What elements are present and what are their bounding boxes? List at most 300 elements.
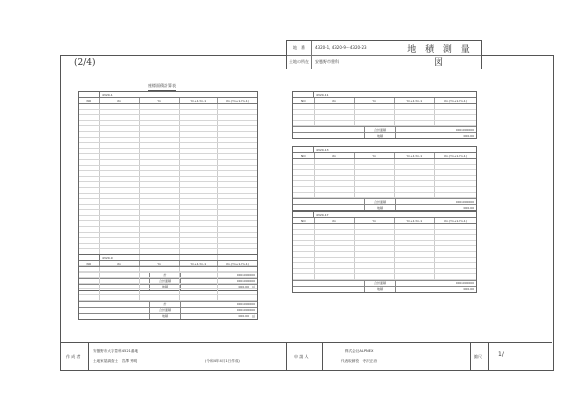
table-cell (218, 166, 257, 171)
table-cell (180, 194, 218, 199)
total-value: 000.000000 (455, 199, 474, 204)
table-cell (395, 269, 435, 274)
total-value: 000.000000 (236, 308, 255, 313)
total-label: 地積 (149, 314, 181, 319)
page-number: (2/4) (74, 58, 96, 68)
table-cell (435, 176, 476, 181)
table-cell (218, 295, 257, 300)
table-cell (218, 154, 257, 159)
table-cell (79, 210, 100, 215)
total-label: 地積 (364, 133, 396, 138)
table-cell (293, 263, 315, 268)
table-cell (180, 121, 218, 126)
table-cell (435, 252, 476, 257)
table-cell (100, 199, 140, 204)
table-cell (79, 199, 100, 204)
table-cell (355, 252, 395, 257)
table-cell (395, 176, 435, 181)
column-header: NO (79, 98, 100, 103)
table-cell (140, 216, 180, 221)
table-cell (315, 176, 355, 181)
table-cell (79, 177, 100, 182)
table-cell (355, 121, 395, 126)
table-cell (100, 216, 140, 221)
column-header: Yn+1-Yn-1 (395, 98, 435, 103)
table-cell (218, 278, 257, 283)
table-cell (180, 227, 218, 232)
table-cell (355, 258, 395, 263)
table-cell (355, 246, 395, 251)
table-cell (100, 126, 140, 131)
table-cell (180, 171, 218, 176)
table-cell (355, 165, 395, 170)
table-caption: 座標面積計算表 (148, 83, 176, 91)
table-cell (79, 121, 100, 126)
table-cell (218, 121, 257, 126)
table-cell (180, 132, 218, 137)
total-value: 000.000000 (236, 279, 255, 284)
table-cell (435, 110, 476, 115)
column-header: NO (293, 153, 315, 158)
table-cell (218, 227, 257, 232)
table-cell (293, 224, 315, 229)
table-cell (100, 295, 140, 300)
table-cell (315, 230, 355, 235)
table-cell (395, 104, 435, 109)
column-header: Yn+1-Yn-1 (180, 98, 218, 103)
table-cell (180, 188, 218, 193)
table-cell (100, 121, 140, 126)
column-header: Yn (355, 98, 395, 103)
table-cell (395, 193, 435, 198)
table-cell (315, 104, 355, 109)
table-cell (100, 166, 140, 171)
total-label: 合計面積 (149, 279, 181, 284)
table-cell (218, 143, 257, 148)
table-cell (180, 278, 218, 283)
table-cell (180, 289, 218, 294)
table-cell (180, 244, 218, 249)
table-cell (315, 193, 355, 198)
table-cell (100, 149, 140, 154)
table-cell (140, 194, 180, 199)
table-cell (79, 284, 100, 289)
table-cell (435, 159, 476, 164)
applicant-representative: 代表取締役 寺沢正治 (341, 359, 377, 363)
table-cell (218, 110, 257, 115)
table-cell (435, 104, 476, 109)
area-table (292, 146, 477, 211)
table-lot-number: 4320-11 (316, 92, 329, 97)
table-cell (100, 104, 140, 109)
column-header: NO (293, 98, 315, 103)
table-cell (140, 273, 180, 278)
table-cell (140, 171, 180, 176)
table-cell (79, 221, 100, 226)
table-cell (218, 188, 257, 193)
table-cell (395, 241, 435, 246)
table-cell (140, 205, 180, 210)
table-cell (100, 110, 140, 115)
table-cell (315, 269, 355, 274)
total-value: 000.00 ㎡ (238, 314, 255, 319)
table-cell (180, 238, 218, 243)
table-cell (293, 246, 315, 251)
table-cell (140, 126, 180, 131)
total-label: 計 (149, 302, 181, 307)
table-cell (293, 235, 315, 240)
total-value: 000.000000 (455, 127, 474, 132)
table-cell (355, 193, 395, 198)
table-cell (293, 176, 315, 181)
table-cell (355, 224, 395, 229)
total-label: 合計面積 (364, 281, 396, 286)
table-cell (100, 289, 140, 294)
table-cell (140, 132, 180, 137)
table-cell (100, 227, 140, 232)
table-cell (100, 194, 140, 199)
table-cell (355, 241, 395, 246)
table-cell (293, 181, 315, 186)
table-cell (180, 115, 218, 120)
table-cell (395, 187, 435, 192)
table-cell (100, 278, 140, 283)
table-cell (180, 216, 218, 221)
table-cell (315, 263, 355, 268)
table-lot-number: 4320-9 (102, 255, 113, 260)
table-cell (355, 235, 395, 240)
table-cell (315, 187, 355, 192)
table-cell (435, 121, 476, 126)
total-value: 000.00 ㎡ (238, 285, 255, 290)
table-cell (180, 143, 218, 148)
table-cell (100, 138, 140, 143)
table-cell (79, 182, 100, 187)
table-cell (79, 154, 100, 159)
column-header: Xn (315, 218, 355, 223)
table-cell (435, 241, 476, 246)
table-cell (180, 182, 218, 187)
area-table (292, 91, 477, 139)
table-cell (355, 181, 395, 186)
total-row (293, 286, 476, 292)
total-row (293, 198, 476, 204)
table-cell (355, 187, 395, 192)
table-cell (79, 126, 100, 131)
table-cell (140, 221, 180, 226)
table-cell (218, 238, 257, 243)
table-cell (79, 143, 100, 148)
total-label: 合計面積 (149, 308, 181, 313)
table-cell (100, 115, 140, 120)
table-cell (100, 171, 140, 176)
table-cell (79, 289, 100, 294)
applicant-company: 株式会社ALPNEX (345, 349, 374, 353)
table-cell (100, 221, 140, 226)
total-row (293, 126, 476, 132)
table-cell (140, 149, 180, 154)
table-cell (435, 235, 476, 240)
column-header: NO (79, 261, 100, 266)
table-cell (79, 238, 100, 243)
table-cell (180, 233, 218, 238)
table-cell (140, 110, 180, 115)
table-cell (100, 177, 140, 182)
total-row (293, 280, 476, 286)
table-cell (435, 193, 476, 198)
column-header: Xn·(Yn+1-Yn-1) (225, 98, 249, 103)
table-cell (218, 104, 257, 109)
table-cell (79, 194, 100, 199)
table-cell (100, 160, 140, 165)
table-cell (218, 182, 257, 187)
table-cell (293, 121, 315, 126)
table-cell (180, 154, 218, 159)
total-row (79, 307, 257, 313)
table-lot-number: 4320-17 (316, 212, 329, 217)
column-header: Yn (140, 261, 180, 266)
table-cell (140, 244, 180, 249)
table-cell (395, 181, 435, 186)
table-cell (100, 205, 140, 210)
table-cell (140, 138, 180, 143)
creator-name: 土地家屋調査士 宮澤 秀明 (93, 359, 138, 363)
table-cell (79, 244, 100, 249)
total-label: 地積 (364, 287, 396, 292)
table-cell (293, 258, 315, 263)
table-cell (180, 126, 218, 131)
table-cell (315, 181, 355, 186)
scale-label: 縮尺 (474, 353, 482, 359)
table-cell (315, 274, 355, 279)
table-cell (293, 241, 315, 246)
table-cell (79, 171, 100, 176)
table-cell (355, 230, 395, 235)
total-label: 地積 (364, 205, 396, 210)
location-label: 土地の所在 (287, 55, 312, 69)
table-cell (79, 227, 100, 232)
table-cell (79, 267, 100, 272)
column-header: Xn (315, 153, 355, 158)
table-cell (315, 159, 355, 164)
table-cell (180, 110, 218, 115)
table-cell (435, 274, 476, 279)
table-cell (100, 233, 140, 238)
table-cell (100, 244, 140, 249)
table-cell (180, 149, 218, 154)
table-cell (435, 181, 476, 186)
table-cell (79, 166, 100, 171)
table-cell (79, 295, 100, 300)
table-cell (79, 110, 100, 115)
table-cell (293, 104, 315, 109)
table-cell (100, 273, 140, 278)
total-row (79, 313, 257, 319)
total-row (293, 132, 476, 138)
column-header: Xn (100, 98, 140, 103)
table-cell (140, 238, 180, 243)
table-cell (180, 104, 218, 109)
table-cell (218, 194, 257, 199)
table-cell (79, 188, 100, 193)
table-cell (315, 235, 355, 240)
table-cell (218, 126, 257, 131)
table-cell (100, 267, 140, 272)
table-cell (180, 166, 218, 171)
table-cell (395, 165, 435, 170)
table-cell (140, 227, 180, 232)
table-cell (435, 230, 476, 235)
table-cell (315, 258, 355, 263)
table-cell (395, 170, 435, 175)
total-value: 000.00 (463, 205, 474, 210)
creator-address: 安曇野市大字豊科4521番地 (93, 349, 139, 353)
table-cell (435, 115, 476, 120)
table-cell (435, 170, 476, 175)
column-header: Yn+1-Yn-1 (180, 261, 218, 266)
table-cell (180, 177, 218, 182)
table-cell (180, 221, 218, 226)
total-value: 000.00 (463, 287, 474, 292)
table-cell (395, 121, 435, 126)
table-cell (218, 138, 257, 143)
table-cell (315, 110, 355, 115)
table-cell (218, 289, 257, 294)
table-cell (79, 233, 100, 238)
total-value: 000.000000 (455, 281, 474, 286)
table-cell (293, 165, 315, 170)
table-cell (395, 246, 435, 251)
table-cell (140, 166, 180, 171)
table-cell (140, 143, 180, 148)
table-cell (218, 160, 257, 165)
table-cell (315, 246, 355, 251)
column-header: Xn·(Yn+1-Yn-1) (444, 98, 467, 103)
table-cell (395, 230, 435, 235)
table-cell (79, 115, 100, 120)
table-cell (140, 199, 180, 204)
table-cell (218, 267, 257, 272)
total-label: 地積 (149, 285, 181, 290)
table-cell (218, 221, 257, 226)
table-cell (140, 278, 180, 283)
table-cell (315, 165, 355, 170)
area-table (78, 254, 258, 320)
table-cell (355, 176, 395, 181)
total-row (293, 204, 476, 210)
total-label: 合計面積 (364, 127, 396, 132)
table-cell (395, 224, 435, 229)
table-cell (395, 159, 435, 164)
column-header: Yn (140, 98, 180, 103)
table-cell (180, 267, 218, 272)
table-cell (79, 205, 100, 210)
column-header: Yn (355, 218, 395, 223)
table-cell (315, 121, 355, 126)
table-cell (180, 284, 218, 289)
table-cell (315, 224, 355, 229)
column-header: Xn (315, 98, 355, 103)
lot-number-value: 4320-1, 4320-9〜4320-23 (315, 45, 367, 50)
area-table (292, 211, 477, 293)
table-cell (355, 274, 395, 279)
creator-label: 作 成 者 (66, 353, 81, 359)
table-cell (435, 224, 476, 229)
table-cell (435, 269, 476, 274)
total-value: 000.000000 (236, 302, 255, 307)
footer-block (60, 342, 552, 370)
applicant-label: 申 請 人 (294, 353, 309, 359)
table-cell (218, 244, 257, 249)
table-cell (140, 295, 180, 300)
table-cell (395, 263, 435, 268)
table-cell (100, 210, 140, 215)
table-cell (293, 274, 315, 279)
table-cell (293, 187, 315, 192)
column-header: Xn·(Yn+1-Yn-1) (444, 153, 467, 158)
table-cell (293, 230, 315, 235)
total-row (79, 301, 257, 307)
table-lot-number: 4320-13 (316, 147, 329, 152)
table-cell (395, 235, 435, 240)
total-value: 000.000000 (236, 273, 255, 278)
table-cell (140, 177, 180, 182)
column-header: Xn·(Yn+1-Yn-1) (225, 261, 249, 266)
table-cell (140, 160, 180, 165)
table-cell (355, 110, 395, 115)
table-cell (218, 210, 257, 215)
table-cell (79, 149, 100, 154)
creation-date: (令和4年4月1日作成) (205, 359, 240, 363)
table-cell (100, 154, 140, 159)
total-label: 合計面積 (364, 199, 396, 204)
table-cell (293, 159, 315, 164)
table-cell (315, 252, 355, 257)
table-cell (435, 263, 476, 268)
column-header: Yn+1-Yn-1 (395, 153, 435, 158)
table-cell (293, 115, 315, 120)
table-cell (435, 187, 476, 192)
table-cell (218, 132, 257, 137)
table-cell (218, 273, 257, 278)
column-header: NO (293, 218, 315, 223)
total-value: 000.00 (463, 133, 474, 138)
table-cell (395, 252, 435, 257)
table-cell (100, 238, 140, 243)
table-cell (79, 273, 100, 278)
table-cell (218, 149, 257, 154)
table-cell (140, 289, 180, 294)
column-header: Yn+1-Yn-1 (395, 218, 435, 223)
column-header: Yn (355, 153, 395, 158)
table-cell (355, 115, 395, 120)
table-cell (100, 182, 140, 187)
table-cell (100, 188, 140, 193)
total-label: 計 (149, 273, 181, 278)
table-cell (140, 104, 180, 109)
table-cell (395, 115, 435, 120)
table-cell (218, 284, 257, 289)
table-cell (140, 267, 180, 272)
table-cell (140, 121, 180, 126)
table-cell (315, 115, 355, 120)
table-cell (180, 295, 218, 300)
table-cell (218, 171, 257, 176)
table-cell (79, 216, 100, 221)
table-cell (218, 216, 257, 221)
table-cell (355, 170, 395, 175)
table-cell (293, 110, 315, 115)
